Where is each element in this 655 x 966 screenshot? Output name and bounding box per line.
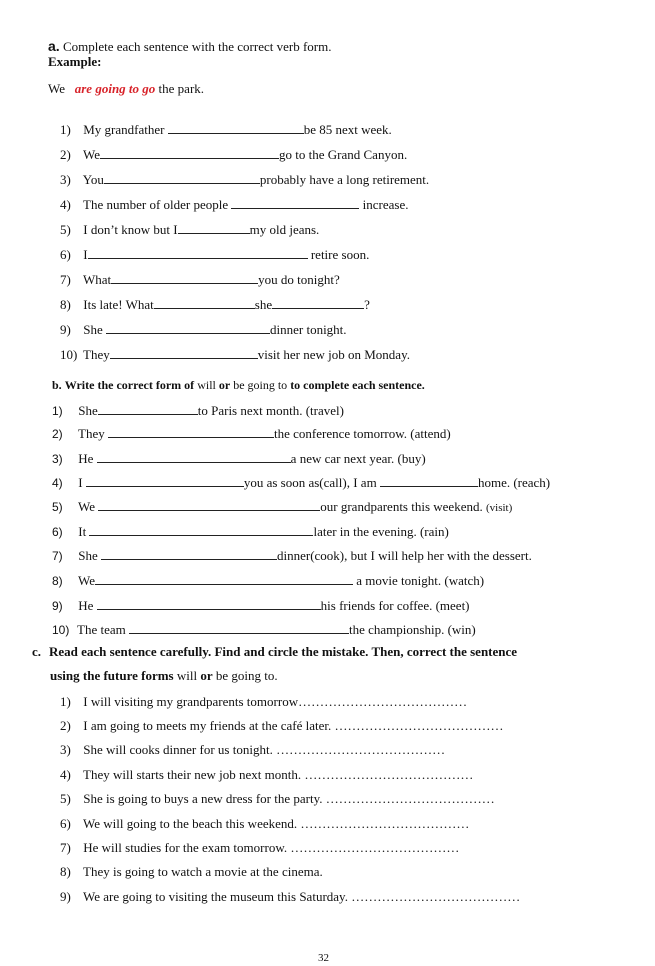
example-sentence	[48, 81, 204, 97]
c-item-6: 6) We will going to the beach this weekend. …………………………………	[60, 816, 470, 831]
c-item-8: 8) They is going to watch a movie at the cinema.	[60, 864, 323, 879]
c-item-9: 9) We are going to visiting the museum this Saturday. …………………………………	[60, 889, 521, 904]
answer-dots[interactable]: …………………………………	[304, 767, 474, 782]
b-item-6: 6) It later in the evening. (rain)	[52, 524, 449, 539]
b-item-1: 1) She to Paris next month. (travel)	[52, 403, 344, 418]
answer-blank[interactable]	[104, 171, 260, 184]
c-item-7: 7) He will studies for the exam tomorrow. …………………………………	[60, 840, 460, 855]
answer-blank[interactable]	[178, 221, 250, 234]
example-label: Example:	[48, 54, 102, 69]
section-c-heading-line2: using the future forms will or be going to.	[50, 668, 278, 683]
a-item-5: 5) I don’t know but I my old jeans.	[60, 222, 320, 237]
c-item-4: 4) They will starts their new job next month. …………………………………	[60, 767, 474, 782]
page-number: 32	[318, 952, 329, 964]
a-item-4: 4) The number of older people increase.	[60, 197, 409, 212]
answer-blank[interactable]	[129, 621, 349, 634]
answer-dots[interactable]: …………………………………	[276, 742, 446, 757]
answer-blank[interactable]	[95, 572, 353, 585]
section-b-letter: b.	[52, 378, 62, 392]
answer-blank[interactable]	[108, 425, 274, 438]
b-item-7: 7) She dinner(cook), but I will help her with the dessert.	[52, 548, 532, 563]
answer-blank[interactable]	[88, 246, 308, 259]
answer-dots[interactable]: …………………………………	[351, 889, 521, 904]
b-item-2: 2) They the conference tomorrow. (attend)	[52, 426, 451, 441]
b-item-3: 3) He a new car next year. (buy)	[52, 451, 426, 466]
a-item-3: 3) You probably have a long retirement.	[60, 172, 430, 187]
c-item-1: 1) I will visiting my grandparents tomorrow…………………………………	[60, 694, 468, 709]
a-item-10: 10) They visit her new job on Monday.	[60, 347, 410, 362]
b-item-9: 9) He his friends for coffee. (meet)	[52, 598, 470, 613]
answer-blank[interactable]	[106, 321, 270, 334]
section-a-instruction: Complete each sentence with the correct verb form.	[62, 39, 332, 54]
answer-blank[interactable]	[110, 346, 258, 359]
answer-blank[interactable]	[98, 402, 198, 415]
a-item-1: 1) My grandfather be 85 next week.	[60, 122, 392, 137]
a-item-6: 6) I retire soon.	[60, 247, 370, 262]
a-item-9: 9) She dinner tonight.	[60, 322, 347, 337]
example-pre: We	[48, 81, 65, 96]
a-item-2: 2) We go to the Grand Canyon.	[60, 147, 408, 162]
example-answer: are going to go	[74, 81, 156, 96]
answer-blank[interactable]	[231, 196, 359, 209]
answer-dots[interactable]: …………………………………	[290, 840, 460, 855]
answer-blank[interactable]	[100, 146, 279, 159]
section-a-heading	[48, 38, 332, 55]
answer-dots[interactable]: …………………………………	[300, 816, 470, 831]
answer-blank[interactable]	[101, 547, 277, 560]
answer-dots[interactable]: …………………………………	[325, 791, 495, 806]
answer-dots[interactable]: …………………………………	[298, 694, 468, 709]
section-b-heading: b. Write the correct form of will or be going to to complete each sentence.	[52, 378, 425, 392]
answer-blank[interactable]	[89, 523, 313, 536]
c-item-5: 5) She is going to buys a new dress for the party. …………………………………	[60, 791, 495, 806]
answer-blank[interactable]	[380, 474, 478, 487]
c-item-2: 2) I am going to meets my friends at the café later. …………………………………	[60, 718, 504, 733]
answer-blank[interactable]	[272, 296, 364, 309]
answer-blank[interactable]	[97, 450, 291, 463]
c-item-3: 3) She will cooks dinner for us tonight. …………………………………	[60, 742, 446, 757]
section-c-letter: c.	[32, 644, 42, 659]
answer-dots[interactable]: …………………………………	[334, 718, 504, 733]
answer-blank[interactable]	[97, 597, 321, 610]
b-item-5: 5) We our grandparents this weekend. (visit)	[52, 499, 513, 514]
answer-blank[interactable]	[154, 296, 255, 309]
answer-blank[interactable]	[98, 498, 320, 511]
b-item-8: 8) We a movie tonight. (watch)	[52, 573, 485, 588]
answer-blank[interactable]	[168, 121, 304, 134]
b-item-10: 10) The team the championship. (win)	[52, 622, 476, 637]
a-item-8: 8) Its late! What she ?	[60, 297, 370, 312]
answer-blank[interactable]	[86, 474, 244, 487]
section-c-heading: c. Read each sentence carefully. Find and circle the mistake. Then, correct the sentence	[32, 644, 518, 659]
a-item-7: 7) What you do tonight?	[60, 272, 340, 287]
b-item-4: 4) I you as soon as(call), I am home. (reach)	[52, 475, 551, 490]
example-post: the park.	[158, 81, 205, 96]
answer-blank[interactable]	[111, 271, 258, 284]
section-a-letter: a.	[48, 38, 60, 54]
